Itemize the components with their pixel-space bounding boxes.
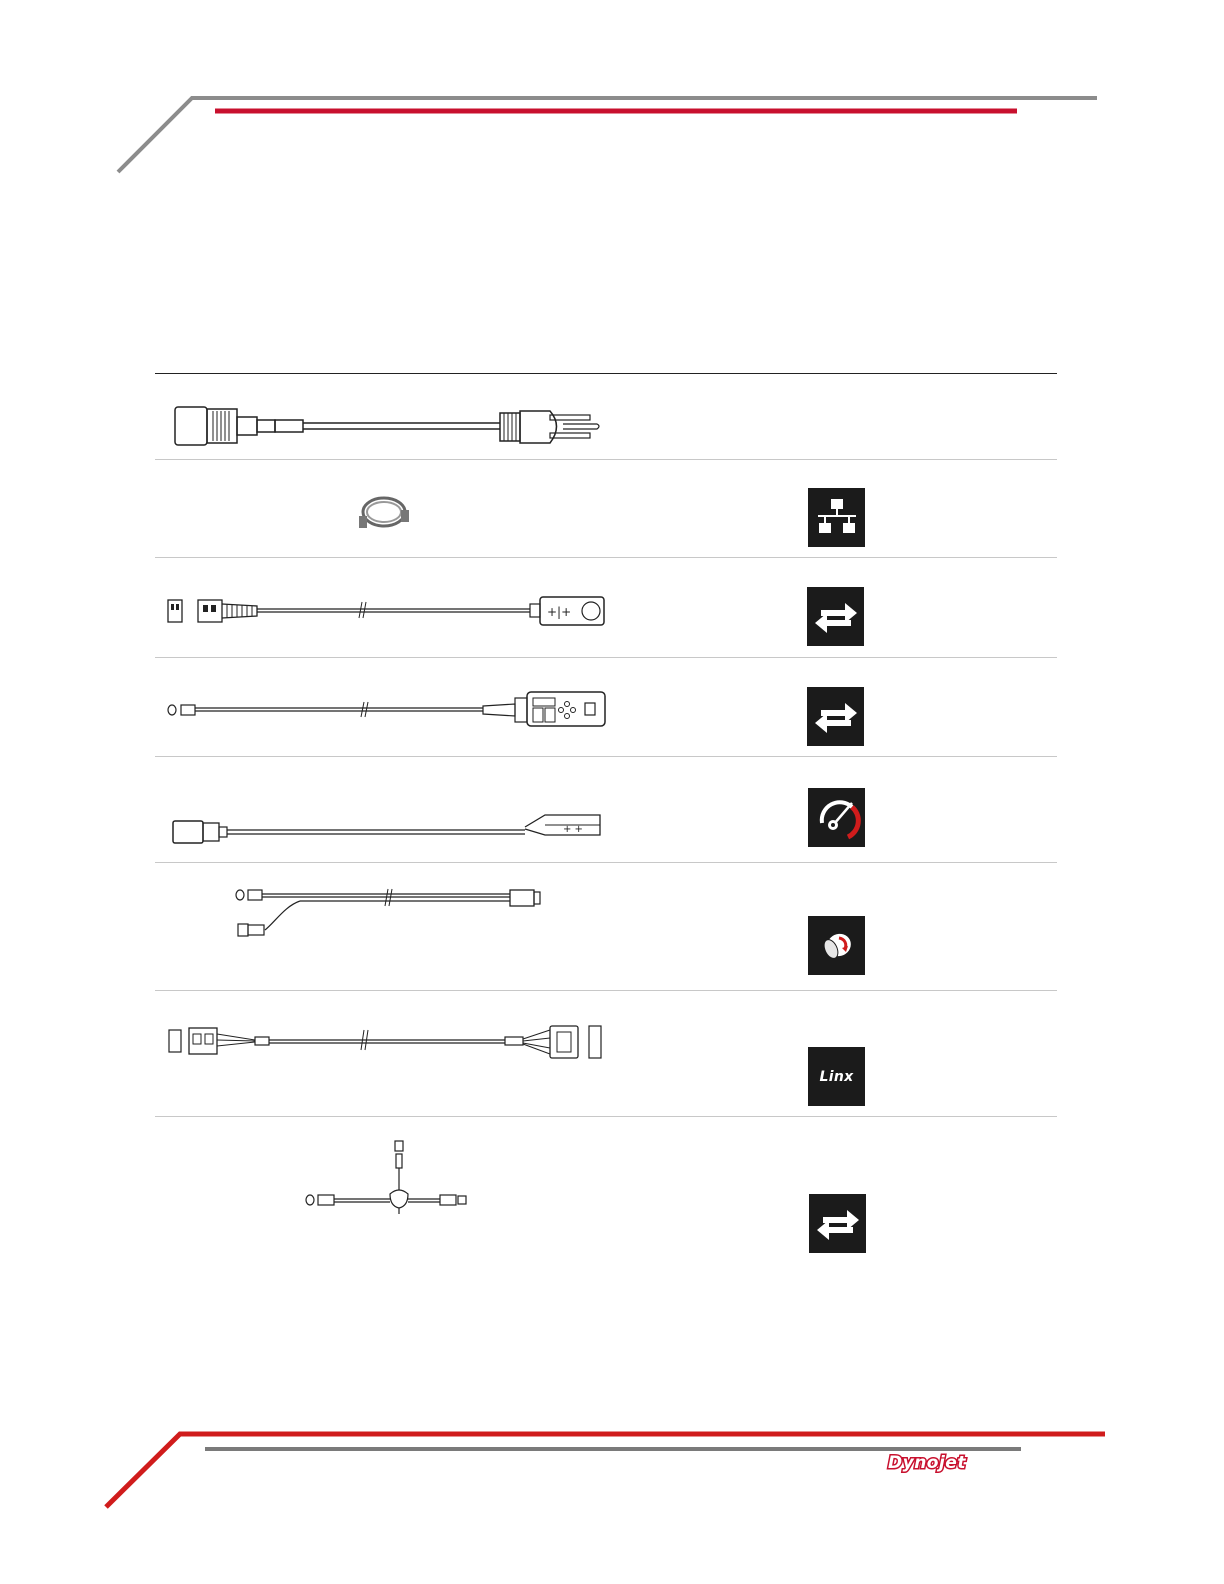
transfer-arrows-icon — [809, 1194, 866, 1253]
dynojet-logo — [888, 1450, 966, 1476]
row-divider — [155, 756, 1057, 757]
row-divider — [155, 557, 1057, 558]
transfer-arrows-icon — [807, 687, 864, 746]
control-module-cable-illustration — [165, 688, 610, 730]
header-decoration — [0, 0, 1224, 200]
rpm-clip-cable-illustration — [165, 805, 610, 850]
pod-cable-illustration — [165, 592, 610, 632]
row-divider — [155, 862, 1057, 863]
row-divider — [155, 990, 1057, 991]
row-divider — [155, 657, 1057, 658]
dual-sensor-cable-illustration — [230, 884, 550, 944]
row-divider — [155, 459, 1057, 460]
roller-icon — [808, 916, 865, 975]
row-divider — [155, 1116, 1057, 1117]
footer-decoration — [0, 1420, 1224, 1520]
gauge-icon — [808, 788, 865, 847]
svg-text:+ +: + + — [563, 824, 583, 835]
table-top-rule — [155, 373, 1057, 374]
transfer-arrows-icon — [807, 587, 864, 646]
svg-text:+|+: +|+ — [547, 605, 572, 619]
dynojet-logo-text: Dynojet — [888, 1453, 966, 1473]
power-cord-illustration — [165, 395, 615, 455]
t-splitter-cable-illustration — [300, 1138, 475, 1218]
linx-icon — [808, 1047, 865, 1106]
network-icon — [808, 488, 865, 547]
ethernet-cable-illustration — [355, 492, 415, 532]
linx-harness-illustration — [165, 1020, 610, 1065]
linx-icon-label: Linx — [819, 1068, 854, 1085]
